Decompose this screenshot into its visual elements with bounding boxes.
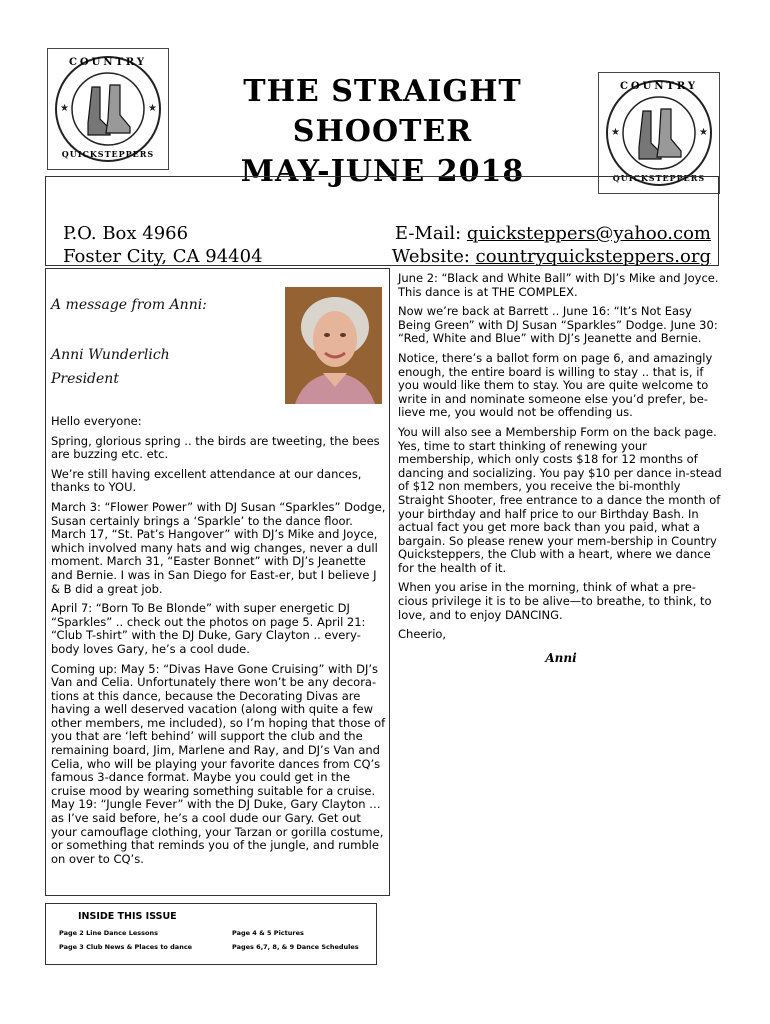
paragraph: April 7: “Born To Be Blonde” with super energetic DJ “Sparkles” .. check out the photos on page 5. April 21: “Club T-shirt” with the DJ Duke, Gary Clayton .. every-body loves Gary, he’s a cool dude. bbox=[51, 601, 366, 656]
paragraph: Cheerio, bbox=[398, 627, 447, 642]
message-role: President bbox=[51, 371, 119, 387]
issue-date: MAY-JUNE 2018 bbox=[240, 154, 525, 189]
president-photo bbox=[285, 287, 382, 404]
message-continued-column bbox=[398, 272, 724, 665]
paragraph: Notice, there’s a ballot form on page 6, and amazingly enough, the entire board is willing to stay .. that is, if you would like them to stay. You are quite welcome to write in and nominate someone else you’d prefer, be-lieve me, you would not be offending us. bbox=[398, 350, 713, 420]
message-body bbox=[51, 415, 386, 872]
paragraph: March 3: “Flower Power” with DJ Susan “Sparkles” Dodge, Susan certainly brings a ‘Sparkle’ to the dance floor. March 17, “St. Pat’s Hangover” with DJ’s Mike and Joyce, which involved many hats and wig changes, never a dull moment. March 31, “Easter Bonnet” with DJ’s Jeanette and Bernie. I was in San Diego for East-er, but I believe J & B did a great job. bbox=[51, 499, 386, 596]
contents-item: Pages 6,7, 8, & 9 Dance Schedules bbox=[232, 943, 359, 951]
contents-item: Page 2 Line Dance Lessons bbox=[59, 929, 158, 937]
masthead bbox=[170, 60, 595, 189]
logo-top-text: COUNTRY bbox=[68, 57, 148, 68]
paragraph: When you arise in the morning, think of what a pre-cious privilege it is to be alive—to breathe, to think, to love, and to enjoy DANCING. bbox=[398, 580, 712, 622]
email-link[interactable]: quicksteppers@yahoo.com bbox=[466, 223, 711, 244]
paragraph: We’re still having excellent attendance at our dances, thanks to YOU. bbox=[51, 466, 362, 495]
email-line bbox=[351, 222, 711, 245]
paragraph: Now we’re back at Barrett .. June 16: “It’s Not Easy Being Green” with DJ Susan “Sparkles” Dodge. June 30: “Red, White and Blue” with DJ’s Jeanette and Bernie. bbox=[398, 304, 718, 346]
message-heading: A message from Anni: bbox=[51, 297, 207, 313]
paragraph: Hello everyone: bbox=[51, 414, 142, 428]
contents-item: Page 3 Club News & Places to dance bbox=[59, 943, 193, 951]
po-box: P.O. Box 4966 bbox=[63, 223, 189, 244]
paragraph: You will also see a Membership Form on the back page. Yes, time to start thinking of renewing your membership, which only costs $18 for 12 months of dancing and socializing. You pay $10 per dance in-stead of $12 non members, you receive the bi-monthly Straight Shooter, free entrance to a dance the month of your birthday and half price to our Birthday Bash. In actual fact you get more back than you paid, what a bargain. So please renew your mem-bership in Country Quicksteppers, the Club with a heart, where we dance for the health of it. bbox=[398, 424, 722, 575]
svg-text:★: ★ bbox=[611, 127, 620, 138]
paragraph: Spring, glorious spring .. the birds are tweeting, the bees are buzzing etc. etc. bbox=[51, 433, 380, 462]
club-logo-left bbox=[47, 48, 169, 170]
email-label: E-Mail: bbox=[394, 223, 467, 244]
svg-text:★: ★ bbox=[60, 103, 69, 114]
inside-title: INSIDE THIS ISSUE bbox=[78, 911, 177, 922]
contents-item: Page 4 & 5 Pictures bbox=[232, 929, 304, 937]
logo-top-text: COUNTRY bbox=[619, 81, 699, 92]
logo-side-text: QUICKSTEPPERS bbox=[612, 173, 706, 183]
portrait-image bbox=[285, 287, 382, 404]
inside-this-issue-box bbox=[45, 903, 377, 965]
president-message-column bbox=[45, 268, 390, 896]
website-line bbox=[301, 245, 711, 268]
svg-text:★: ★ bbox=[148, 103, 157, 114]
paragraph: June 2: “Black and White Ball” with DJ’s Mike and Joyce. This dance is at THE COMPLEX. bbox=[398, 271, 719, 299]
logo-side-text: QUICKSTEPPERS bbox=[61, 149, 155, 159]
city-address: Foster City, CA 94404 bbox=[63, 246, 263, 267]
signature: Anni bbox=[545, 650, 577, 665]
paragraph: Coming up: May 5: “Divas Have Gone Cruising” with DJ’s Van and Celia. Unfortunately there won’t be any decora-tions at this dance, because the Decorating Divas are having a well deserved vacation (along with quite a few other members, me included), so I’m hoping that those of you that are ‘left behind’ will support the club and the remaining board, Jim, Marlene and Ray, and DJ’s Van and Celia, who will be playing your favorite dances from CQ’s famous 3-dance format. Maybe you could get in the cruise mood by wearing something suitable for a cruise. May 19: “Jungle Fever” with the DJ Duke, Gary Clayton … as I’ve said before, he’s a cool dude our Gary. Get out your camouflage clothing, your Tarzan or gorilla costume, or something that reminds you of the jungle, and rumble on over to CQ’s. bbox=[51, 661, 386, 866]
newsletter-title: THE STRAIGHT SHOOTER bbox=[243, 74, 522, 149]
website-label: Website: bbox=[391, 246, 476, 267]
website-link[interactable]: countryquicksteppers.org bbox=[475, 246, 711, 267]
svg-text:★: ★ bbox=[699, 127, 708, 138]
contact-box bbox=[45, 176, 719, 266]
message-author: Anni Wunderlich bbox=[51, 347, 170, 363]
